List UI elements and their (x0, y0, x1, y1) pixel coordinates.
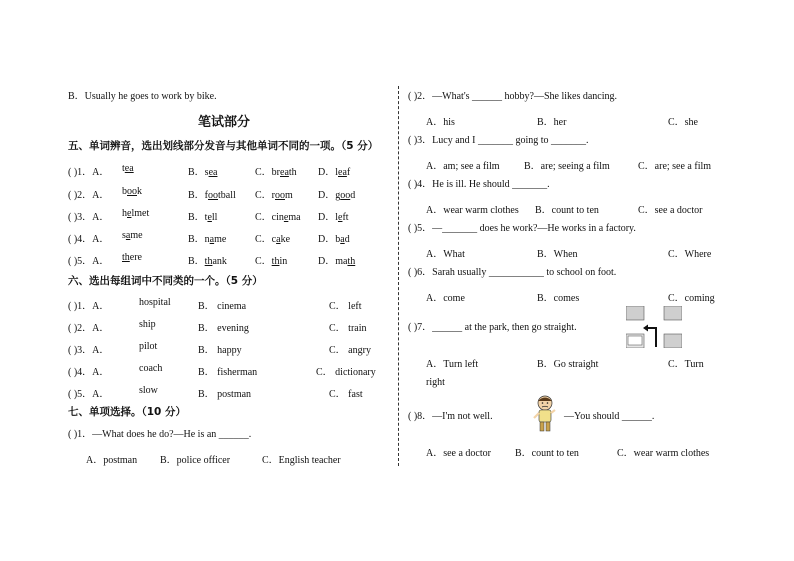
question-7: ( )7．______ at the park, then go straight. (408, 322, 577, 333)
question-8-response: —You should ______. (564, 411, 655, 422)
section5-q1-option-d (318, 163, 350, 178)
section6-question-3: ( )3．A． (68, 345, 110, 356)
underlined-letters: e (127, 208, 132, 219)
word-part: d (344, 234, 350, 245)
q4-option-b: B．count to ten (535, 205, 599, 216)
word-part: b (122, 186, 127, 197)
word-part: D．l (318, 167, 338, 178)
question-8: ( )8．—I'm not well. (408, 411, 493, 422)
q8-option-c: C．wear warm clothes (617, 448, 710, 459)
section6-q4-option-b: B． fisherman (198, 367, 258, 378)
section5-q1-option-b (188, 163, 217, 178)
section6-question-5: ( )5．A． (68, 389, 110, 400)
word-part: C．cin (255, 212, 284, 223)
underlined-letters: a (209, 234, 215, 245)
q1-option-b: B．police officer (160, 455, 231, 466)
underlined-letters: ea (280, 167, 289, 178)
q2-option-a: A．his (426, 117, 455, 128)
word-part: ke (280, 234, 291, 245)
q7-option-c: C．Turn (668, 359, 704, 370)
word-part: B．n (188, 234, 210, 245)
section6-question-4: ( )4．A． (68, 367, 110, 378)
q2-option-c: C．she (668, 117, 698, 128)
word-part: D．g (318, 190, 341, 201)
section5-q4-option-c (255, 230, 290, 245)
word-part: k (137, 186, 142, 197)
street-map-turn-left-icon (626, 306, 682, 348)
q8-option-b: B．count to ten (515, 448, 579, 459)
word-part: B．t (188, 212, 208, 223)
section5-question-1: ( )1．A． (68, 167, 110, 178)
section5-q5-option-b (188, 252, 227, 267)
underlined-letters: e (338, 212, 343, 223)
section6-q5-option-a: slow (139, 385, 158, 396)
word-part: f (346, 167, 351, 178)
section5-q3-option-a (122, 208, 149, 219)
q7-option-c-wrap: right (426, 377, 445, 388)
section6-q4-option-c: C． dictionary (316, 367, 376, 378)
section6-q1-option-a: hospital (139, 297, 171, 308)
word-part: ank (212, 256, 227, 267)
word-part: D．ma (318, 256, 348, 267)
underlined-letters: e (207, 212, 212, 223)
word-part: ll (211, 212, 218, 223)
word-part: C．r (255, 190, 275, 201)
question-5: ( )5．—_______ does he work?—He works in a factory. (408, 223, 636, 234)
section6-q2-option-c: C． train (329, 323, 367, 334)
section5-q3-option-b (188, 208, 217, 223)
underlined-letters: a (276, 234, 281, 245)
underlined-letters: th (204, 256, 213, 267)
section6-q4-option-a: coach (139, 363, 163, 374)
question-2: ( )2．—What's ______ hobby?—She likes dancing. (408, 91, 617, 102)
q6-option-a: A．come (426, 293, 465, 304)
question-4: ( )4．He is ill. He should _______. (408, 179, 550, 190)
section6-q1-option-c: C． left (329, 301, 362, 312)
section5-q1-option-a (122, 163, 134, 174)
q3-option-b: B．are; seeing a film (524, 161, 610, 172)
section5-question-4: ( )4．A． (68, 234, 110, 245)
word-part: d (350, 190, 356, 201)
word-part: in (279, 256, 288, 267)
section5-q4-option-d (318, 230, 350, 245)
word-part: me (130, 230, 143, 241)
section5-q4-option-a (122, 230, 143, 241)
section5-heading: 五、单词辨音，选出划线部分发音与其他单词不同的一项。（5 分） (68, 140, 379, 152)
section5-q5-option-c (255, 252, 287, 267)
section6-q5-option-b: B． postman (198, 389, 252, 400)
section6-question-1: ( )1．A． (68, 301, 110, 312)
word-part: B． (188, 256, 205, 267)
sick-boy-icon (533, 393, 559, 433)
word-part: ere (129, 252, 142, 263)
section5-question-5: ( )5．A． (68, 256, 110, 267)
page-title: 笔试部分 (198, 115, 251, 130)
word-part: B．f (188, 190, 208, 201)
q5-option-c: C．Where (668, 249, 712, 260)
section6-q5-option-c: C． fast (329, 389, 363, 400)
q3-option-c: C．are; see a film (638, 161, 712, 172)
underlined-letters: oo (340, 190, 351, 201)
word-part: ft (342, 212, 349, 223)
word-part: D．l (318, 212, 338, 223)
underlined-letters: th (122, 252, 130, 263)
underlined-letters: th (347, 256, 356, 267)
section5-question-3: ( )3．A． (68, 212, 110, 223)
section6-q2-option-b: B． evening (198, 323, 249, 334)
q2-option-b: B．her (537, 117, 567, 128)
section5-q2-option-d (318, 186, 355, 201)
underlined-letters: a (340, 234, 345, 245)
section5-question-2: ( )2．A． (68, 190, 110, 201)
word-part: m (285, 190, 293, 201)
underlined-letters: oo (275, 190, 285, 201)
underlined-letters: ea (208, 167, 218, 178)
word-part: h (122, 208, 127, 219)
q1-option-a: A．postman (86, 455, 138, 466)
underlined-letters: ea (338, 167, 347, 178)
underlined-letters: ea (124, 163, 134, 174)
q8-option-a: A．see a doctor (426, 448, 491, 459)
section5-q4-option-b (188, 230, 226, 245)
word-part: ma (288, 212, 301, 223)
underlined-letters: th (271, 256, 280, 267)
word-part: C．c (255, 234, 277, 245)
word-part: D．b (318, 234, 341, 245)
question-3: ( )3．Lucy and I _______ going to _______. (408, 135, 589, 146)
word-part: lmet (131, 208, 150, 219)
underlined-letters: a (125, 230, 131, 241)
underlined-letters: oo (127, 186, 137, 197)
column-divider (398, 86, 399, 466)
word-part: me (214, 234, 227, 245)
section6-q3-option-a: pilot (139, 341, 158, 352)
section5-q2-option-a (122, 186, 142, 197)
section5-q1-option-c (255, 163, 297, 178)
word-part: th (288, 167, 297, 178)
section6-heading: 六、选出每组词中不同类的一个。（5 分） (68, 275, 263, 287)
section6-question-2: ( )2．A． (68, 323, 110, 334)
q5-option-a: A．What (426, 249, 465, 260)
q4-option-a: A．wear warm clothes (426, 205, 519, 216)
section5-q5-option-d (318, 252, 355, 267)
q6-option-c: C．coming (668, 293, 715, 304)
q7-option-a: A．Turn left (426, 359, 479, 370)
q7-option-b: B．Go straight (537, 359, 599, 370)
word-part: t (122, 163, 125, 174)
section5-q2-option-b (188, 186, 236, 201)
underlined-letters: oo (208, 190, 218, 201)
q5-option-b: B．When (537, 249, 578, 260)
q1-option-c: C．English teacher (262, 455, 341, 466)
word-part: B．s (188, 167, 209, 178)
question-6: ( )6．Sarah usually ___________ to school on foot. (408, 267, 617, 278)
section6-q2-option-a: ship (139, 319, 156, 330)
section5-q5-option-a (122, 252, 142, 263)
section6-q3-option-b: B． happy (198, 345, 242, 356)
word-part: C． (255, 256, 272, 267)
q3-option-a: A．am; see a film (426, 161, 500, 172)
q4-option-c: C．see a doctor (638, 205, 703, 216)
word-part: s (122, 230, 126, 241)
section6-q1-option-b: B． cinema (198, 301, 247, 312)
word-part: tball (218, 190, 236, 201)
underlined-letters: e (283, 212, 289, 223)
section5-q2-option-c (255, 186, 293, 201)
top-option-text: B．Usually he goes to work by bike. (68, 91, 217, 102)
section7-heading: 七、单项选择。（10 分） (68, 406, 187, 418)
section5-q3-option-c (255, 208, 301, 223)
word-part: C．br (255, 167, 280, 178)
q6-option-b: B．comes (537, 293, 580, 304)
section6-q3-option-c: C． angry (329, 345, 371, 356)
section5-q3-option-d (318, 208, 349, 223)
question-1: ( )1．—What does he do?—He is an ______. (68, 429, 252, 440)
